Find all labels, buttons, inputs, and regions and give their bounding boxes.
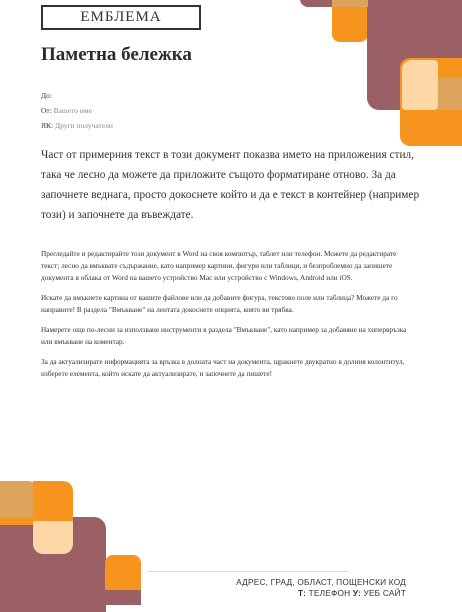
footer-contact[interactable]	[236, 577, 406, 598]
web-value[interactable]: УЕБ САЙТ	[363, 587, 406, 598]
to-field[interactable]	[41, 88, 113, 103]
emblem-placeholder[interactable]	[41, 5, 201, 30]
memo-title[interactable]: Паметна бележка	[41, 44, 192, 65]
from-field[interactable]	[41, 103, 113, 118]
cc-label: ЯК:	[41, 121, 54, 130]
phone-label: Т:	[297, 587, 307, 598]
lead-paragraph[interactable]: Част от примерния текст в този документ показва името на приложения стил, така че лесно да можете да приложите същото форматиране отново. За да започнете веднага, просто докоснете който и да е текст в контейнер (например този) и започнете да въвеждате.	[41, 149, 420, 221]
footer-phone-web	[236, 588, 406, 599]
phone-value[interactable]: ТЕЛЕФОН	[308, 587, 351, 598]
from-label: От:	[41, 106, 52, 115]
emblem-text: ЕМБЛЕМА	[80, 9, 162, 25]
cc-field[interactable]	[41, 118, 113, 133]
from-value[interactable]: Вашето име	[53, 106, 92, 115]
web-label: У:	[352, 587, 361, 598]
body-paragraph[interactable]: Прегледайте и редактирайте този документ в Word на своя компютър, таблет или телефон. Можете да редактирате текст; лесно да вмъквате съдържание, като например картини, фигури или таблици, и безпроблемно да запишете документа в облака от Word на вашето устройство Mac или устройство с Windows, Android или iOS.	[41, 249, 397, 283]
footer-address[interactable]: АДРЕС, ГРАД, ОБЛАСТ, ПОЩЕНСКИ КОД	[236, 577, 406, 587]
body-paragraph[interactable]: Искате да вмъкнете картина от вашите файлове или да добавите фигура, текстово поле или таблица? Можете да го направите! В раздела "Вмъкване" на лентата докоснете опцията, която ви трябва.	[41, 293, 398, 315]
cc-value[interactable]: Други получатели	[54, 121, 113, 130]
to-label: До:	[41, 91, 52, 100]
body-paragraph[interactable]: Намерете още по-лесни за използване инструменти в раздела "Вмъкване", като например за добавяне на хипервръзка или вмъкване на коментар.	[41, 325, 407, 347]
memo-header-fields	[41, 88, 113, 133]
body-paragraph[interactable]: За да актуализирате информацията за връзка в долната част на документа, щракнете двукратно в долния колонтитул, изберете елемента, който искате да актуализирате, и започнете да пишете!	[41, 356, 405, 379]
body-text	[41, 248, 416, 388]
footer-divider	[148, 571, 348, 572]
